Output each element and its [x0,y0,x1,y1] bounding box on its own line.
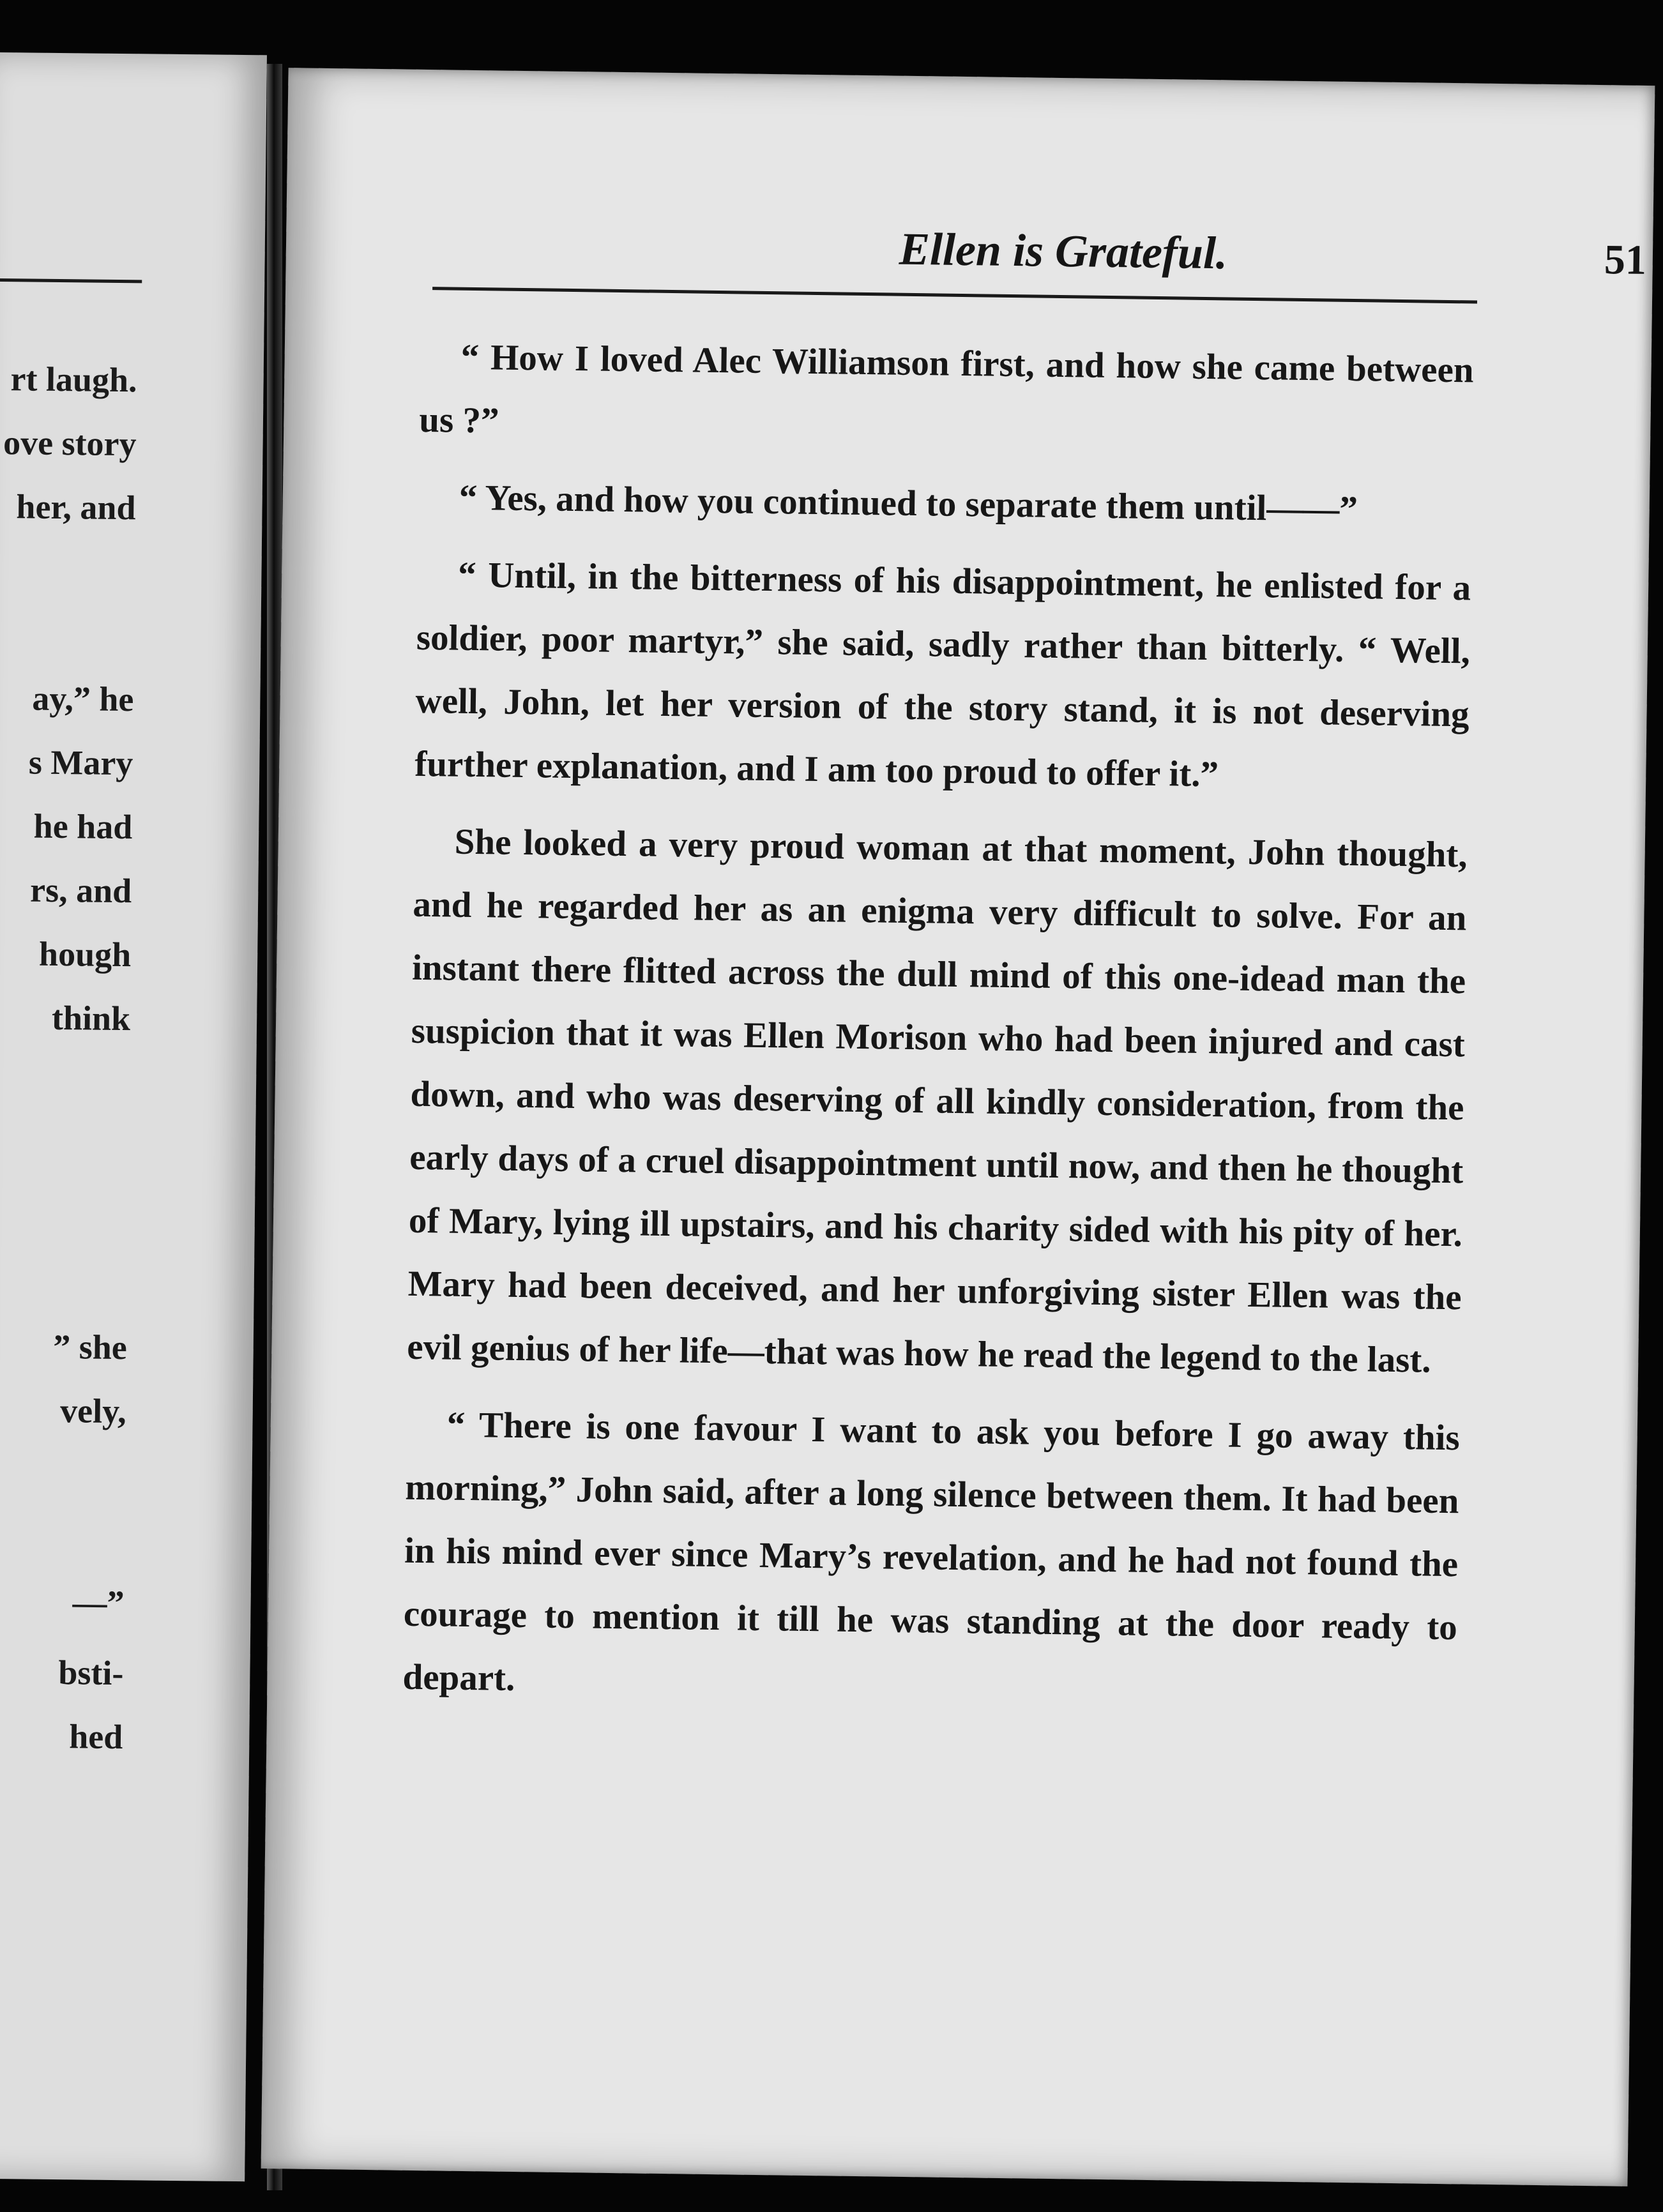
right-page [261,68,1655,2186]
paragraph: She looked a very proud woman at that moment, John thought, and he regarded her as an enigma very difficult to solve. For an instant there flitted across the dull mind of this one-idead man the suspicion that it was Ellen Morison who had been injured and cast down, and who was deserving of all kindly consideration, from the early days of a cruel disappointment until now, and then he thought of Mary, lying ill upstairs, and his charity sided with his pity of her. Mary had been deceived, and her unforgiving sister Ellen was the evil genius of her life—that was how he read the legend to the last. [407,821,1468,1381]
header-rule [432,287,1477,303]
left-page-fragment: her, and [16,487,136,527]
left-page-fragment: ay,” he [32,679,134,719]
running-head [433,216,1647,284]
page-number: 51 [1604,236,1647,284]
paragraph: “ There is one favour I want to ask you before I go away this morning,” John said, after a long silence between them. It had been in his mind ever since Mary’s revelation, and he had not found the courage to mention it till he was standing at the door ready to depart. [402,1404,1461,1699]
left-page-fragment: he had [33,807,133,847]
paragraph: “ How I loved Alec Williamson first, and how she came between us ?” [419,337,1474,441]
left-page-fragment: s Mary [28,743,133,783]
left-page-fragment: hough [38,934,132,974]
left-page-fragment: rs, and [29,870,132,911]
left-page-fragment: hed [69,1717,123,1757]
left-page-rule [0,278,142,283]
left-page-fragment: vely, [59,1391,127,1431]
left-page-fragment: bsti- [58,1653,124,1693]
paragraph: “ Yes, and how you continued to separate them until——” [459,477,1358,530]
running-title: Ellen is Grateful. [899,223,1228,279]
left-page-fragment: think [51,998,131,1038]
body-text [402,325,1475,1736]
left-page-fragment: ove story [3,423,137,464]
left-page-fragment: ” she [52,1327,128,1367]
left-page [0,52,267,2181]
paragraph: “ Until, in the bitterness of his disappointment, he enlisted for a soldier, poor martyr,” she said, sadly rather than bitterly. “ Well, well, John, let her version of the story stand, it is not deserving further explanation, and I am too proud to offer it.” [414,554,1471,795]
left-page-fragment: —” [72,1583,125,1623]
left-page-fragment: rt laugh. [10,360,137,400]
